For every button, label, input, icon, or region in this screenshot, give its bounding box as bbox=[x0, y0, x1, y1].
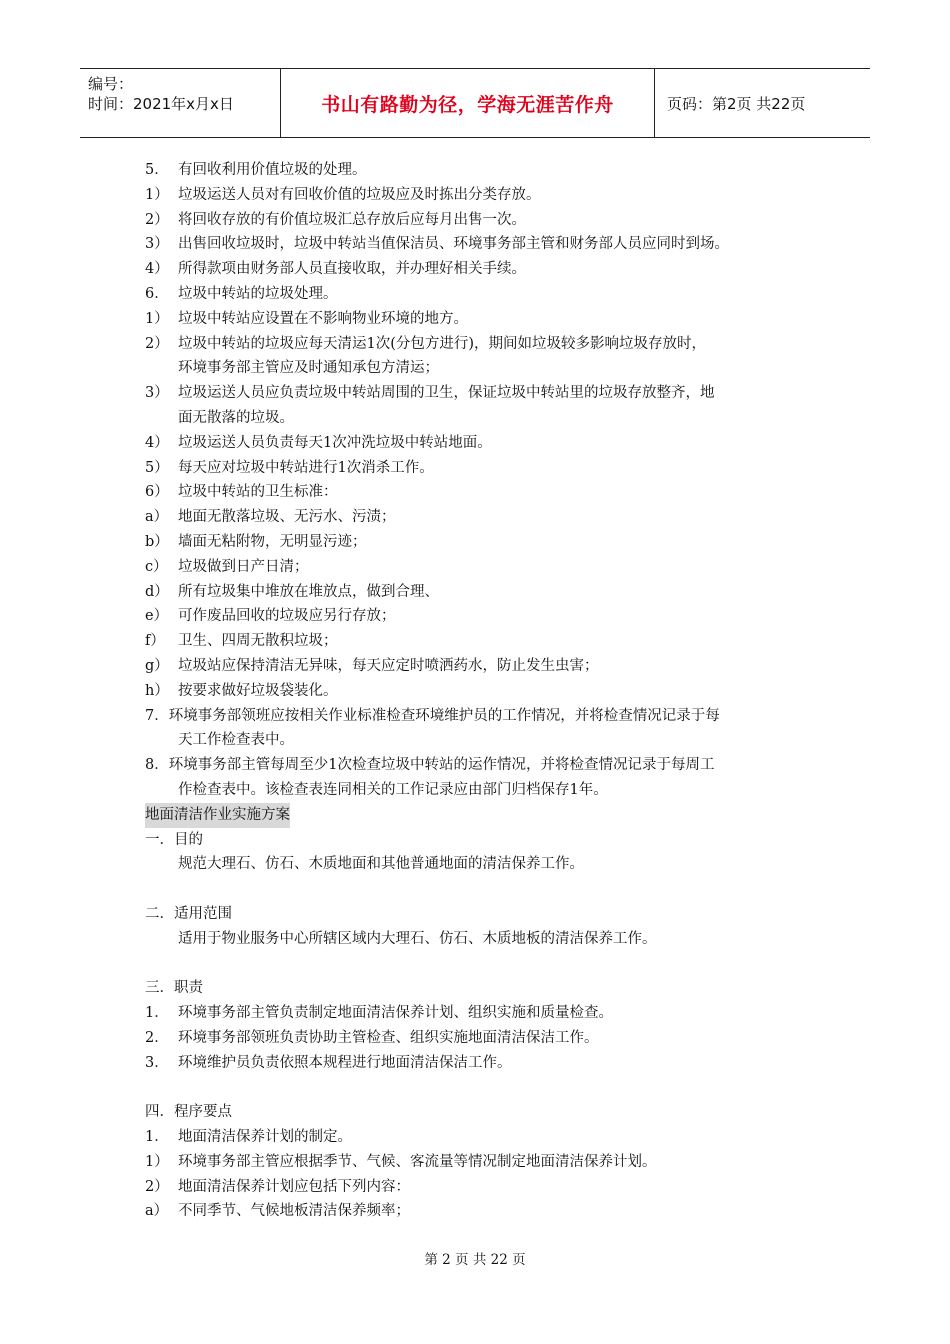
list-item-number: e） bbox=[145, 608, 169, 625]
list-item-number: f） bbox=[145, 633, 165, 650]
list-item bbox=[145, 1125, 825, 1150]
list-item-text: 环境维护员负责依照本规程进行地面清洁保洁工作。 bbox=[178, 1054, 512, 1071]
continuation-text: 面无散落的垃圾。 bbox=[178, 409, 294, 426]
list-item-number: 1． bbox=[145, 1129, 169, 1146]
list-item-number: h） bbox=[145, 682, 169, 699]
list-item-text: 每天应对垃圾中转站进行1次消杀工作。 bbox=[178, 459, 434, 476]
continuation-text: 环境事务部主管应及时通知承包方清运； bbox=[178, 360, 439, 377]
paragraph-line bbox=[145, 704, 825, 729]
continuation-line bbox=[145, 356, 825, 381]
list-item-number: g） bbox=[145, 657, 169, 674]
section-heading bbox=[145, 803, 825, 828]
list-item-text: 地面清洁保养计划的制定。 bbox=[178, 1129, 352, 1146]
list-item-text: 墙面无粘附物，无明显污迹； bbox=[178, 533, 367, 550]
paragraph-line bbox=[145, 828, 825, 853]
page-header bbox=[80, 68, 870, 138]
list-item-text: 垃圾中转站的垃圾处理。 bbox=[178, 285, 338, 302]
list-item bbox=[145, 431, 825, 456]
list-item-number: 2） bbox=[145, 211, 169, 228]
footer-page-number: 第 2 页 共 22 页 bbox=[424, 1252, 526, 1268]
list-item-text: 将回收存放的有价值垃圾汇总存放后应每月出售一次。 bbox=[178, 211, 526, 228]
continuation-line bbox=[145, 778, 825, 803]
list-item bbox=[145, 1175, 825, 1200]
list-item-text: 垃圾做到日产日清； bbox=[178, 558, 309, 575]
list-item-text: 环境事务部主管负责制定地面清洁保养计划、组织实施和质量检查。 bbox=[178, 1005, 613, 1022]
header-motto-cell bbox=[281, 69, 655, 137]
list-item-text: 不同季节、气候地板清洁保养频率； bbox=[178, 1203, 410, 1220]
list-item bbox=[145, 1150, 825, 1175]
list-item bbox=[145, 505, 825, 530]
header-page-cell bbox=[655, 69, 870, 137]
list-item-number: 2） bbox=[145, 335, 169, 352]
list-item-number: 2） bbox=[145, 1178, 169, 1195]
list-item bbox=[145, 307, 825, 332]
list-item-number: 3． bbox=[145, 1054, 169, 1071]
list-item bbox=[145, 332, 825, 357]
list-item bbox=[145, 183, 825, 208]
blank-line bbox=[145, 1075, 825, 1100]
list-item-text: 环境事务部领班负责协助主管检查、组织实施地面清洁保洁工作。 bbox=[178, 1029, 599, 1046]
continuation-text: 作检查表中。该检查表连同相关的工作记录应由部门归档保存1年。 bbox=[178, 781, 608, 798]
blank-line bbox=[145, 877, 825, 902]
list-item-text: 所有垃圾集中堆放在堆放点，做到合理、 bbox=[178, 583, 439, 600]
list-item-number: 6． bbox=[145, 285, 169, 302]
list-item bbox=[145, 480, 825, 505]
list-item-number: 5． bbox=[145, 162, 169, 178]
list-item-number: 4） bbox=[145, 261, 169, 278]
paragraph-line bbox=[145, 1100, 825, 1125]
continuation-line bbox=[145, 852, 825, 877]
list-item-text: 环境事务部主管应根据季节、气候、客流量等情况制定地面清洁保养计划。 bbox=[178, 1153, 657, 1170]
serial-number-label: 编号： bbox=[88, 75, 134, 93]
list-item-text: 卫生、四周无散积垃圾； bbox=[178, 633, 338, 650]
paragraph-text: 三．职责 bbox=[145, 980, 203, 997]
list-item bbox=[145, 604, 825, 629]
list-item-number: 3） bbox=[145, 236, 169, 253]
list-item bbox=[145, 456, 825, 481]
paragraph-line bbox=[145, 902, 825, 927]
list-item bbox=[145, 158, 825, 183]
list-item-text: 垃圾站应保持清洁无异味，每天应定时喷洒药水，防止发生虫害； bbox=[178, 657, 599, 674]
list-item-number: 4） bbox=[145, 434, 169, 451]
list-item-text: 有回收利用价值垃圾的处理。 bbox=[178, 162, 367, 178]
list-item-number: b） bbox=[145, 533, 169, 550]
date-label: 时间：2021年x月x日 bbox=[88, 95, 234, 113]
list-item bbox=[145, 679, 825, 704]
list-item-text: 垃圾运送人员对有回收价值的垃圾应及时拣出分类存放。 bbox=[178, 186, 541, 203]
list-item-number: c） bbox=[145, 558, 168, 575]
list-item-text: 垃圾中转站的卫生标准： bbox=[178, 484, 338, 501]
list-item bbox=[145, 257, 825, 282]
blank-line bbox=[145, 952, 825, 977]
paragraph-text: 二．适用范围 bbox=[145, 905, 232, 922]
paragraph-line bbox=[145, 753, 825, 778]
list-item bbox=[145, 654, 825, 679]
list-item-text: 垃圾运送人员应负责垃圾中转站周围的卫生，保证垃圾中转站里的垃圾存放整齐，地 bbox=[178, 385, 715, 402]
list-item bbox=[145, 555, 825, 580]
list-item bbox=[145, 1199, 825, 1224]
paragraph-text: 四．程序要点 bbox=[145, 1104, 232, 1121]
list-item bbox=[145, 1026, 825, 1051]
continuation-line bbox=[145, 927, 825, 952]
motto-text: 书山有路勤为径，学海无涯苦作舟 bbox=[321, 93, 614, 116]
list-item bbox=[145, 1051, 825, 1076]
list-item bbox=[145, 580, 825, 605]
paragraph-text: 8．环境事务部主管每周至少1次检查垃圾中转站的运作情况，并将检查情况记录于每周工 bbox=[145, 757, 715, 774]
list-item bbox=[145, 381, 825, 406]
list-item bbox=[145, 1001, 825, 1026]
header-info-cell bbox=[80, 69, 281, 137]
list-item-number: 5） bbox=[145, 459, 169, 476]
list-item bbox=[145, 208, 825, 233]
list-item-number: a） bbox=[145, 1203, 169, 1220]
list-item-text: 地面无散落垃圾、无污水、污渍； bbox=[178, 509, 396, 526]
paragraph-text: 一．目的 bbox=[145, 831, 203, 848]
list-item-text: 垃圾中转站的垃圾应每天清运1次(分包方进行)，期间如垃圾较多影响垃圾存放时， bbox=[178, 335, 707, 352]
section-heading-text: 地面清洁作业实施方案 bbox=[145, 803, 290, 828]
continuation-line bbox=[145, 728, 825, 753]
list-item-number: 1） bbox=[145, 1153, 169, 1170]
list-item bbox=[145, 282, 825, 307]
list-item bbox=[145, 232, 825, 257]
page-number-label: 页码：第2页 共22页 bbox=[667, 94, 806, 113]
list-item-text: 按要求做好垃圾袋装化。 bbox=[178, 682, 338, 699]
continuation-line bbox=[145, 406, 825, 431]
list-item-number: d） bbox=[145, 583, 169, 600]
continuation-text: 规范大理石、仿石、木质地面和其他普通地面的清洁保养工作。 bbox=[178, 856, 584, 873]
list-item-number: 1． bbox=[145, 1005, 169, 1022]
list-item-number: 1） bbox=[145, 310, 169, 327]
paragraph-line bbox=[145, 976, 825, 1001]
list-item-number: a） bbox=[145, 509, 169, 526]
paragraph-text: 7．环境事务部领班应按相关作业标准检查环境维护员的工作情况，并将检查情况记录于每 bbox=[145, 707, 720, 724]
list-item-text: 所得款项由财务部人员直接收取，并办理好相关手续。 bbox=[178, 261, 526, 278]
list-item-text: 可作废品回收的垃圾应另行存放； bbox=[178, 608, 396, 625]
list-item-number: 1） bbox=[145, 186, 169, 203]
list-item-text: 垃圾中转站应设置在不影响物业环境的地方。 bbox=[178, 310, 468, 327]
continuation-text: 适用于物业服务中心所辖区域内大理石、仿石、木质地板的清洁保养工作。 bbox=[178, 930, 657, 947]
list-item-text: 垃圾运送人员负责每天1次冲洗垃圾中转站地面。 bbox=[178, 434, 492, 451]
list-item bbox=[145, 629, 825, 654]
list-item bbox=[145, 530, 825, 555]
continuation-text: 天工作检查表中。 bbox=[178, 732, 294, 749]
page-footer bbox=[0, 1248, 950, 1268]
list-item-text: 地面清洁保养计划应包括下列内容： bbox=[178, 1178, 410, 1195]
list-item-number: 6） bbox=[145, 484, 169, 501]
list-item-number: 3） bbox=[145, 385, 169, 402]
document-body bbox=[145, 158, 825, 1224]
list-item-text: 出售回收垃圾时，垃圾中转站当值保洁员、环境事务部主管和财务部人员应同时到场。 bbox=[178, 236, 729, 253]
list-item-number: 2． bbox=[145, 1029, 169, 1046]
